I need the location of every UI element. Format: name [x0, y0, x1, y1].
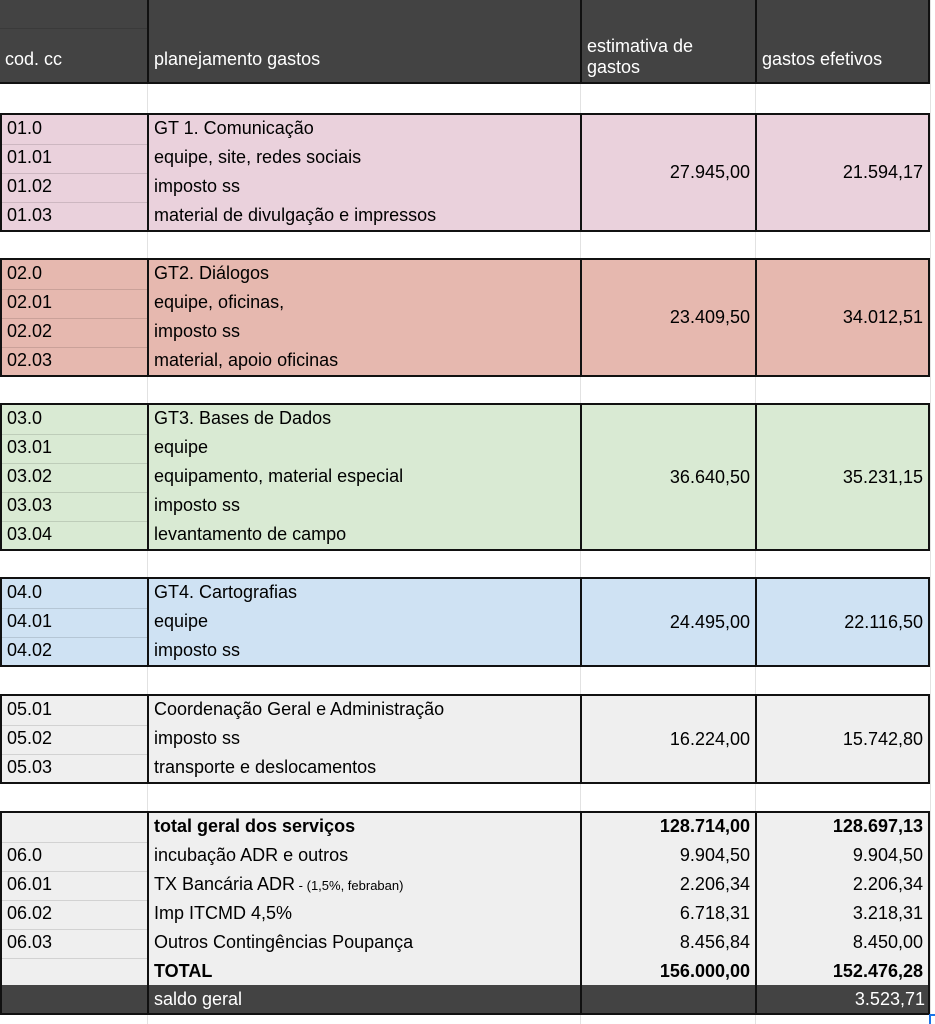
gridline [930, 0, 931, 1024]
expense-label[interactable]: material de divulgação e impressos [154, 205, 437, 225]
cost-center-code[interactable]: 06.02 [7, 903, 53, 923]
efetivos-value[interactable]: 3.218,31 [852, 903, 923, 923]
estimativa-value[interactable]: 24.495,00 [669, 611, 750, 632]
cost-center-code[interactable]: 05.03 [7, 757, 53, 777]
expense-label[interactable]: GT2. Diálogos [154, 263, 270, 283]
saldo-row [0, 985, 930, 1015]
estimativa-value[interactable]: 128.714,00 [659, 816, 750, 836]
cost-center-code[interactable]: 04.01 [7, 611, 53, 631]
expense-label-text: total geral dos serviços [154, 816, 356, 836]
cost-center-code[interactable]: 01.02 [7, 176, 53, 196]
expense-label[interactable] [149, 841, 580, 870]
expense-label[interactable]: transporte e deslocamentos [154, 757, 377, 777]
estimativa-value[interactable]: 9.904,50 [679, 845, 750, 865]
estimativa-value[interactable]: 8.456,84 [679, 932, 750, 952]
expense-label[interactable]: imposto ss [154, 495, 241, 515]
budget-group [0, 403, 930, 551]
budget-group [0, 258, 930, 377]
expense-label-text: Outros Contingências Poupança [154, 932, 414, 952]
estimativa-value[interactable]: 16.224,00 [669, 728, 750, 749]
expense-label[interactable] [149, 870, 580, 899]
expense-label[interactable] [149, 957, 580, 986]
expense-label-text: Imp ITCMD 4,5% [154, 903, 293, 923]
cost-center-code[interactable]: 01.0 [7, 118, 43, 138]
cost-center-code[interactable]: 05.01 [7, 699, 53, 719]
expense-label[interactable] [149, 928, 580, 957]
cost-center-code[interactable] [2, 812, 147, 841]
expense-label[interactable]: imposto ss [154, 640, 241, 660]
header-label: estimativa de gastos [587, 36, 694, 77]
budget-group [0, 694, 930, 784]
cost-center-code[interactable]: 01.03 [7, 205, 53, 225]
expense-label[interactable]: equipe, oficinas, [154, 292, 285, 312]
cost-center-code[interactable]: 02.03 [7, 350, 53, 370]
expense-label[interactable]: GT3. Bases de Dados [154, 408, 332, 428]
estimativa-value[interactable]: 156.000,00 [659, 961, 750, 981]
expense-label[interactable]: imposto ss [154, 728, 241, 748]
expense-note: - (1,5%, febraban) [295, 878, 404, 893]
expense-label[interactable]: material, apoio oficinas [154, 350, 339, 370]
saldo-estimativa[interactable] [582, 985, 757, 1013]
expense-label[interactable]: Coordenação Geral e Administração [154, 699, 445, 719]
efetivos-value[interactable]: 152.476,28 [832, 961, 923, 981]
cost-center-code[interactable]: 03.02 [7, 466, 53, 486]
selection-handle[interactable] [929, 1014, 935, 1024]
cost-center-code[interactable]: 02.01 [7, 292, 53, 312]
efetivos-value[interactable]: 2.206,34 [852, 874, 923, 894]
efetivos-value[interactable]: 21.594,17 [842, 162, 923, 182]
budget-group [0, 113, 930, 232]
saldo-label[interactable]: saldo geral [154, 989, 243, 1009]
cost-center-code[interactable]: 03.01 [7, 437, 53, 457]
header-planejamento[interactable] [147, 0, 580, 82]
efetivos-value[interactable]: 34.012,51 [842, 307, 923, 327]
cost-center-code[interactable]: 05.02 [7, 728, 53, 748]
cost-center-code[interactable]: 06.0 [7, 845, 43, 865]
header-estimativa[interactable] [580, 0, 755, 82]
expense-label-text: TX Bancária ADR [154, 874, 296, 894]
header-label: planejamento gastos [154, 49, 321, 69]
cost-center-code[interactable]: 04.0 [7, 582, 43, 602]
budget-group [0, 577, 930, 667]
expense-label[interactable]: imposto ss [154, 321, 241, 341]
efetivos-value[interactable]: 8.450,00 [852, 932, 923, 952]
expense-label[interactable]: equipamento, material especial [154, 466, 404, 486]
cost-center-code[interactable]: 01.01 [7, 147, 53, 167]
cost-center-code[interactable]: 04.02 [7, 640, 53, 660]
header-cod-cc[interactable] [0, 0, 147, 82]
estimativa-value[interactable]: 36.640,50 [669, 466, 750, 487]
cost-center-code[interactable]: 03.0 [7, 408, 43, 428]
cost-center-code[interactable]: 06.03 [7, 932, 53, 952]
header-label: gastos efetivos [762, 49, 883, 69]
expense-label[interactable]: GT 1. Comunicação [154, 118, 314, 138]
expense-label[interactable] [149, 812, 580, 841]
expense-label[interactable] [149, 899, 580, 928]
header-label: cod. cc [5, 49, 63, 69]
expense-label[interactable]: imposto ss [154, 176, 241, 196]
expense-label[interactable]: GT4. Cartografias [154, 582, 298, 602]
efetivos-value[interactable]: 9.904,50 [852, 845, 923, 865]
efetivos-value[interactable]: 128.697,13 [832, 816, 923, 836]
cost-center-code[interactable]: 02.02 [7, 321, 53, 341]
efetivos-value[interactable]: 22.116,50 [844, 611, 923, 632]
estimativa-value[interactable]: 2.206,34 [679, 874, 750, 894]
expense-label[interactable]: levantamento de campo [154, 524, 347, 544]
cost-center-code[interactable]: 03.04 [7, 524, 53, 544]
expense-label[interactable]: equipe [154, 611, 209, 631]
saldo-efetivos[interactable]: 3.523,71 [854, 989, 925, 1009]
estimativa-value[interactable]: 23.409,50 [669, 307, 750, 327]
cost-center-code[interactable]: 06.01 [7, 874, 53, 894]
table-header [0, 0, 930, 84]
estimativa-value[interactable]: 27.945,00 [669, 162, 750, 182]
cost-center-code[interactable] [2, 957, 147, 986]
expense-label-text: incubação ADR e outros [154, 845, 349, 865]
totals-group [0, 811, 930, 987]
expense-label[interactable]: equipe, site, redes sociais [154, 147, 362, 167]
expense-label[interactable]: equipe [154, 437, 209, 457]
cost-center-code[interactable]: 02.0 [7, 263, 43, 283]
cost-center-code[interactable]: 03.03 [7, 495, 53, 515]
estimativa-value[interactable]: 6.718,31 [679, 903, 750, 923]
header-efetivos[interactable] [755, 0, 930, 82]
efetivos-value[interactable]: 35.231,15 [842, 466, 923, 487]
efetivos-value[interactable]: 15.742,80 [842, 728, 923, 749]
expense-label-text: TOTAL [154, 961, 213, 981]
